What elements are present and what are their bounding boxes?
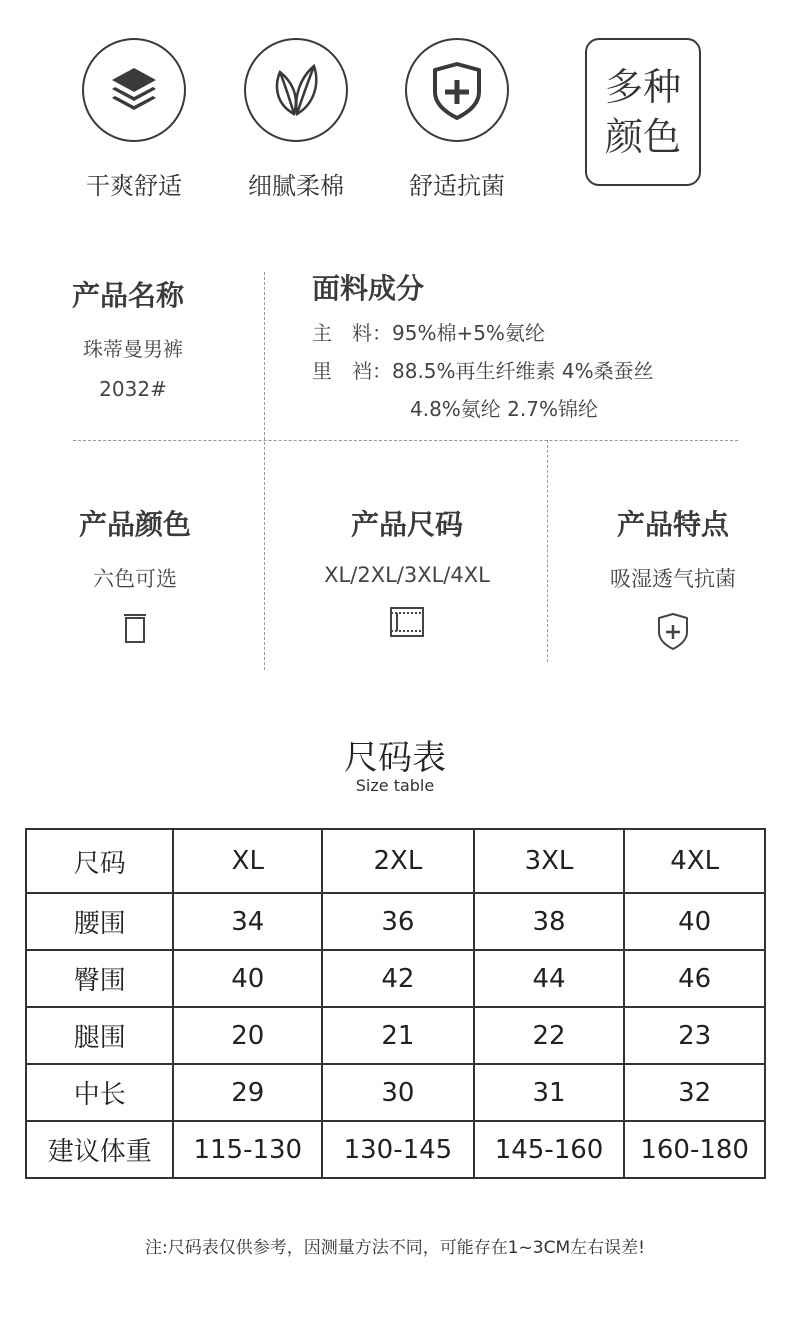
table-row xyxy=(26,893,765,950)
fabric-lining-value: 88.5%再生纤维素 4%桑蚕丝 xyxy=(392,359,654,383)
header-cell: 尺码 xyxy=(26,829,173,893)
feature-label: 细腻柔棉 xyxy=(248,172,344,200)
attribute-title: 产品特点 xyxy=(616,508,729,541)
table-cell: 29 xyxy=(173,1064,322,1121)
table-cell: 23 xyxy=(624,1007,765,1064)
feature-antibacterial xyxy=(405,38,509,201)
fabric-main xyxy=(312,317,545,346)
table-cell: 40 xyxy=(173,950,322,1007)
feature-dry-comfort xyxy=(82,38,186,201)
leaf-icon xyxy=(244,38,348,142)
size-note: 注:尺码表仅供参考，因测量方法不同，可能存在1~3CM左右误差! xyxy=(145,1238,645,1258)
table-row xyxy=(26,950,765,1007)
header-cell: 4XL xyxy=(624,829,765,893)
divider-vertical xyxy=(547,440,548,662)
fabric-lining xyxy=(312,355,654,384)
table-cell: 145-160 xyxy=(474,1121,625,1178)
multi-color-badge xyxy=(585,38,701,186)
table-cell: 21 xyxy=(322,1007,474,1064)
waistband-icon xyxy=(312,605,502,639)
table-cell: 160-180 xyxy=(624,1121,765,1178)
row-label: 臀围 xyxy=(26,950,173,1007)
row-label: 建议体重 xyxy=(26,1121,173,1178)
row-label: 腰围 xyxy=(26,893,173,950)
attribute-value: XL/2XL/3XL/4XL xyxy=(324,563,490,587)
table-cell: 38 xyxy=(474,893,625,950)
row-label: 腿围 xyxy=(26,1007,173,1064)
table-cell: 46 xyxy=(624,950,765,1007)
table-cell: 22 xyxy=(474,1007,625,1064)
table-cell: 42 xyxy=(322,950,474,1007)
attribute-color xyxy=(60,503,210,645)
attribute-value: 六色可选 xyxy=(93,567,177,591)
feature-label: 舒适抗菌 xyxy=(409,172,505,200)
attribute-size xyxy=(312,503,502,639)
size-table-title: 尺码表 xyxy=(344,738,446,778)
badge-line: 多种 xyxy=(604,65,681,109)
table-cell: 40 xyxy=(624,893,765,950)
table-cell: 44 xyxy=(474,950,625,1007)
header-cell: XL xyxy=(173,829,322,893)
product-code: 2032# xyxy=(99,377,167,401)
briefs-icon xyxy=(60,611,210,645)
table-cell: 31 xyxy=(474,1064,625,1121)
table-cell: 34 xyxy=(173,893,322,950)
table-row xyxy=(26,1007,765,1064)
table-header-row xyxy=(26,829,765,893)
attribute-title: 产品颜色 xyxy=(78,508,191,541)
divider-vertical xyxy=(264,272,265,670)
layers-icon xyxy=(82,38,186,142)
header-cell: 2XL xyxy=(322,829,474,893)
table-cell: 115-130 xyxy=(173,1121,322,1178)
table-cell: 36 xyxy=(322,893,474,950)
table-row xyxy=(26,1064,765,1121)
table-cell: 130-145 xyxy=(322,1121,474,1178)
size-table xyxy=(25,828,766,1179)
badge-line: 颜色 xyxy=(604,115,681,159)
shield-plus-icon xyxy=(405,38,509,142)
table-cell: 30 xyxy=(322,1064,474,1121)
fabric-title: 面料成分 xyxy=(312,272,425,305)
feature-label: 干爽舒适 xyxy=(86,172,182,200)
product-name-title: 产品名称 xyxy=(72,279,185,312)
fabric-main-value: 95%棉+5%氨纶 xyxy=(392,321,545,345)
fabric-lining-value-2: 4.8%氨纶 2.7%锦纶 xyxy=(410,397,598,421)
attribute-feature xyxy=(588,503,758,651)
table-cell: 32 xyxy=(624,1064,765,1121)
attribute-title: 产品尺码 xyxy=(350,508,463,541)
row-label: 中长 xyxy=(26,1064,173,1121)
feature-soft-cotton xyxy=(244,38,348,201)
table-cell: 20 xyxy=(173,1007,322,1064)
product-name: 珠蒂曼男裤 xyxy=(83,337,183,361)
divider-horizontal xyxy=(73,440,738,441)
attribute-value: 吸湿透气抗菌 xyxy=(610,567,736,591)
size-table-subtitle: Size table xyxy=(355,776,435,795)
fabric-main-label: 主 料： xyxy=(312,321,392,345)
fabric-lining-label: 里 裆： xyxy=(312,359,392,383)
table-row xyxy=(26,1121,765,1178)
header-cell: 3XL xyxy=(474,829,625,893)
shield-plus-icon xyxy=(588,611,758,651)
